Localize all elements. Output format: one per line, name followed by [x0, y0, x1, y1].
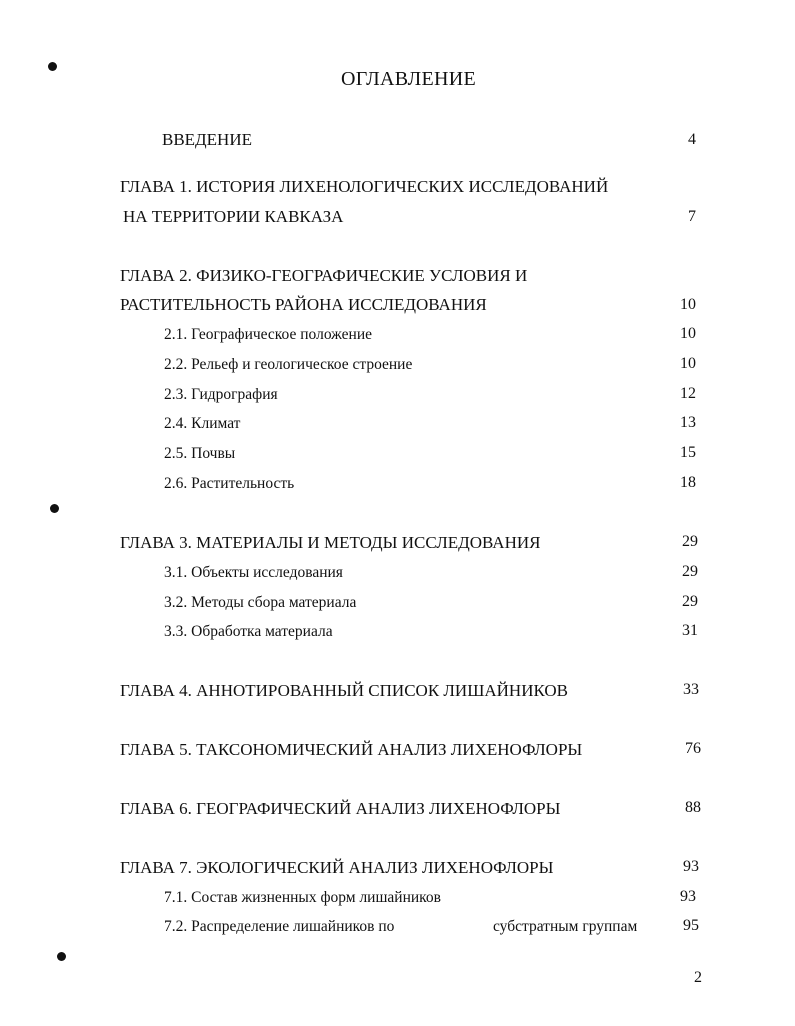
toc-page-number: 7: [688, 208, 696, 225]
toc-chapter-4: ГЛАВА 4. АННОТИРОВАННЫЙ СПИСОК ЛИШАЙНИКОВ: [120, 681, 569, 700]
binder-hole-mark: [48, 62, 57, 71]
toc-chapter-1-line1: ГЛАВА 1. ИСТОРИЯ ЛИХЕНОЛОГИЧЕСКИХ ИССЛЕДОВАНИЙ: [120, 177, 609, 196]
toc-chapter-5: ГЛАВА 5. ТАКСОНОМИЧЕСКИЙ АНАЛИЗ ЛИХЕНОФЛОРЫ: [120, 740, 583, 759]
page-title: ОГЛАВЛЕНИЕ: [341, 68, 476, 90]
toc-chapter-2-line1: ГЛАВА 2. ФИЗИКО-ГЕОГРАФИЧЕСКИЕ УСЛОВИЯ И: [120, 266, 528, 285]
toc-page-number: 10: [680, 355, 696, 372]
binder-hole-mark: [50, 504, 59, 513]
toc-page-number: 95: [683, 917, 699, 934]
toc-chapter-3: ГЛАВА 3. МАТЕРИАЛЫ И МЕТОДЫ ИССЛЕДОВАНИЯ: [120, 533, 541, 552]
toc-subsection: 7.1. Состав жизненных форм лишайников: [164, 889, 441, 906]
toc-page-number: 93: [683, 858, 699, 875]
toc-page-number: 10: [680, 325, 696, 342]
toc-subsection: 2.5. Почвы: [164, 445, 236, 462]
toc-subsection: 7.2. Распределение лишайников по: [164, 918, 395, 935]
toc-chapter-7: ГЛАВА 7. ЭКОЛОГИЧЕСКИЙ АНАЛИЗ ЛИХЕНОФЛОРЫ: [120, 858, 554, 877]
toc-subsection: 2.6. Растительность: [164, 475, 295, 492]
toc-chapter-1-line2: НА ТЕРРИТОРИИ КАВКАЗА: [123, 207, 344, 226]
toc-page-number: 18: [680, 474, 696, 491]
toc-entry-introduction: ВВЕДЕНИЕ: [162, 130, 252, 149]
toc-page-number: 93: [680, 888, 696, 905]
toc-page-number: 29: [682, 563, 698, 580]
toc-page-number: 31: [682, 622, 698, 639]
binder-hole-mark: [57, 952, 66, 961]
toc-page-number: 13: [680, 414, 696, 431]
footer-page-number: 2: [694, 969, 702, 986]
toc-page-number: 76: [685, 740, 701, 757]
toc-subsection: 2.3. Гидрография: [164, 386, 278, 403]
toc-subsection: 2.1. Географическое положение: [164, 326, 373, 343]
toc-page-number: 29: [682, 593, 698, 610]
toc-page-number: 33: [683, 681, 699, 698]
toc-page-number: 88: [685, 799, 701, 816]
toc-subsection-continuation: субстратным группам: [493, 918, 638, 935]
toc-page-number: 4: [688, 131, 696, 148]
toc-subsection: 3.1. Объекты исследования: [164, 564, 343, 581]
toc-subsection: 3.2. Методы сбора материала: [164, 594, 357, 611]
toc-subsection: 3.3. Обработка материала: [164, 623, 333, 640]
toc-subsection: 2.4. Климат: [164, 415, 241, 432]
toc-page-number: 10: [680, 296, 696, 313]
toc-chapter-6: ГЛАВА 6. ГЕОГРАФИЧЕСКИЙ АНАЛИЗ ЛИХЕНОФЛОРЫ: [120, 799, 561, 818]
toc-page-number: 15: [680, 444, 696, 461]
toc-subsection: 2.2. Рельеф и геологическое строение: [164, 356, 413, 373]
toc-chapter-2-line2: РАСТИТЕЛЬНОСТЬ РАЙОНА ИССЛЕДОВАНИЯ: [120, 295, 487, 314]
toc-page-number: 29: [682, 533, 698, 550]
toc-page-number: 12: [680, 385, 696, 402]
